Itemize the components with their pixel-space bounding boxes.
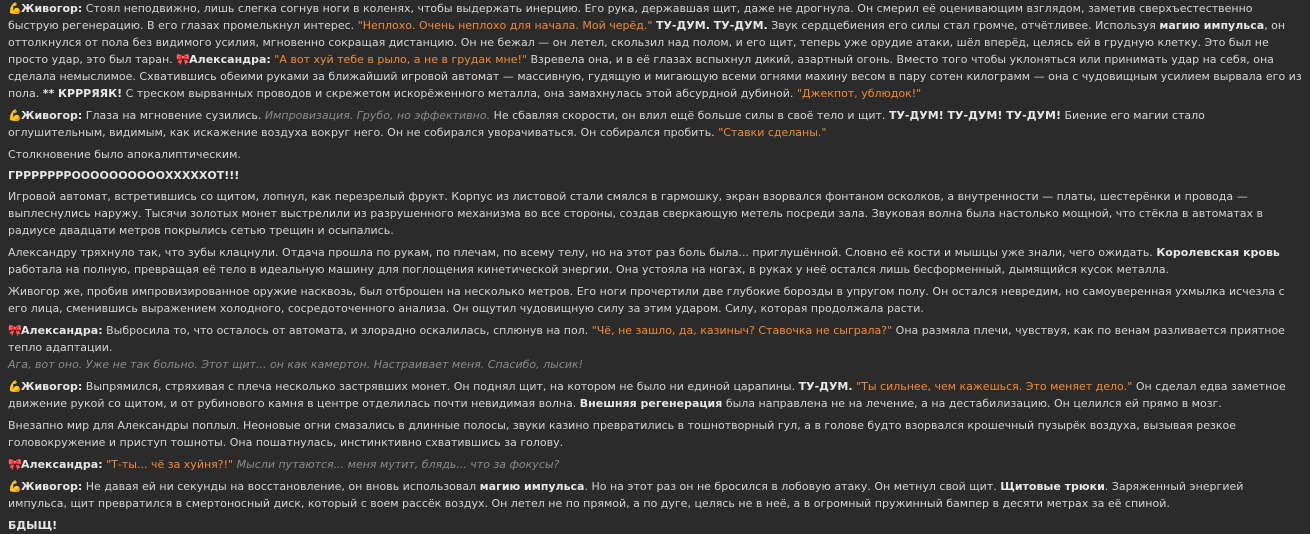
ability-name: Щитовые трюки	[1000, 480, 1105, 493]
ability-name: магию импульса	[1159, 19, 1265, 32]
narration: Звук сердцебиения его силы стал громче, отчётливее. Используя	[771, 19, 1156, 32]
narration: была направлена не на лечение, а на дестабилизацию. Он целился ей прямо в мозг.	[725, 397, 1222, 410]
narration: . Заряженный энергией импульса, щит превратился в смертоносный диск, который с воем рассёк воздух. Он летел не по прямой, а по дуге, целясь не в неё, а в огромный пружинный бампер в десяти метрах за её спиной.	[8, 480, 1244, 510]
narration: Выпрямился, стряхивая с плеча несколько застрявших монет. Он поднял щит, на котором не было ни единой царапины.	[85, 380, 796, 393]
message-zhivogor-1	[8, 0, 1302, 102]
dialogue-quote: "Т-ты... чё за хуйня?!"	[106, 458, 234, 471]
ability-name: Королевская кровь	[1156, 246, 1280, 259]
narration: Глаза на мгновение сузились.	[85, 109, 262, 122]
narration: Не давая ей ни секунды на восстановление, он вновь использовал	[85, 480, 477, 493]
message-alexandra-2	[8, 456, 1302, 473]
dialogue-quote: "Неплохо. Очень неплохо для начала. Мой черёд."	[357, 19, 653, 32]
narration-paragraph: Игровой автомат, встретившись со щитом, лопнул, как перезрелый фрукт. Корпус из листовой стали смялся в гармошку, экран взорвался фонтаном осколков, а внутренности — платы, шестерёнки и провода — выплеснулись наружу. Тысячи золотых монет выстрелили из разрушенного механизма во все стороны, создав сверкающую метель посреди зала. Звуковая волна была настолько мощной, что стёкла в автоматах в радиусе двадцати метров покрылись сетью трещин и осыпались.	[8, 190, 1264, 237]
ability-name: Внешняя регенерация	[579, 397, 723, 410]
sound-effect: ТУ-ДУМ! ТУ-ДУМ! ТУ-ДУМ!	[888, 109, 1061, 122]
speaker-name: Александра:	[21, 324, 103, 337]
speaker-name: Живогор:	[21, 2, 83, 15]
narration: , он оттолкнулся от пола без видимого усилия, мгновенно сокращая дистанцию. Он не бежал — он летел, скользил над полом, и его щит, теперь уже орудие атаки, шёл вперёд, целясь ей в грудную клетку. Это был не просто удар, это был таран.	[8, 19, 1286, 66]
narration: работала на полную, превращая её тело в идеальную машину для поглощения кинетической энергии. Она устояла на ногах, в руках у неё остался лишь бесформенный, дымящийся кусок металла.	[8, 263, 1170, 276]
dialogue-quote: "Чё, не зашло, да, казиныч? Ставочка не сыграла?"	[591, 324, 893, 337]
sound-effect-paragraph: БДЫЩ!	[8, 519, 58, 532]
sound-effect: ** КРРРЯЯК!	[42, 87, 123, 100]
speaker-name: Живогор:	[21, 480, 83, 493]
arm-emoji-icon: 💪	[8, 109, 22, 122]
arm-emoji-icon: 💪	[8, 2, 22, 15]
narration-paragraph: Внезапно мир для Александры поплыл. Неоновые огни смазались в длинные полосы, звуки казино превратились в тошнотворный гул, а в голове будто взорвался крошечный пузырёк воздуха, вызывая резкое головокружение и приступ тошноты. Она пошатнулась, инстинктивно схватившись за голову.	[8, 419, 1236, 449]
dialogue-quote: "А вот хуй тебе в рыло, а не в грудак мне!"	[274, 53, 527, 66]
narration: Он сделал едва заметное движение рукой со щитом, и от рубинового камня в центре отделилась почти невидимая волна.	[8, 380, 1286, 410]
dialogue-quote: "Джекпот, ублюдок!"	[796, 87, 922, 100]
dialogue-quote: "Ставки сделаны."	[718, 126, 827, 139]
narration: С треском вырванных проводов и скрежетом искорёженного металла, она замахнулась этой абсурдной дубиной.	[125, 87, 794, 100]
narration-paragraph: Столкновение было апокалиптическим.	[8, 148, 241, 161]
narration: Взревела она, и в её глазах вспыхнул дикий, азартный огонь. Вместо того чтобы уклоняться или принимать удар на себя, она сделала немыслимое. Схватившись обеими руками за ближайший игровой автомат — массивную, гудящую и мигающую всеми огнями махину весом в пару сотен килограмм — она с чудовищным усилием вырвала его из пола.	[8, 53, 1302, 100]
message-zhivogor-4	[8, 478, 1302, 512]
message-alexandra-1	[8, 322, 1302, 373]
message-zhivogor-2	[8, 107, 1302, 141]
speaker-name: Живогор:	[21, 380, 83, 393]
narration: Выбросила то, что осталось от автомата, и злорадно оскалилась, сплюнув на пол.	[106, 324, 589, 337]
narration: Не сбавляя скорости, он влил ещё больше силы в своё тело и щит.	[493, 109, 886, 122]
narration: . Но на этот раз он не бросился в лобовую атаку. Он метнул свой щит.	[584, 480, 997, 493]
narration-paragraph: Живогор же, пробив импровизированное оружие насквозь, был отброшен на несколько метров. Его ноги прочертили две глубокие борозды в упругом полу. Он остался невредим, но самоуверенная ухмылка исчезла с его лица, сменившись выражением холодного, сосредоточенного анализа. Он ощутил чудовищную силу за этим ударом. Силу, которая продолжала расти.	[8, 285, 1285, 315]
narration-paragraph	[8, 244, 1302, 278]
message-zhivogor-3	[8, 378, 1302, 412]
narration: Александру тряхнуло так, что зубы клацнули. Отдача прошла по рукам, по плечам, по всему телу, но на этот раз боль была... приглушённой. Словно её кости и мышцы уже знали, чего ожидать.	[8, 246, 1153, 259]
arm-emoji-icon: 💪	[8, 380, 22, 393]
sound-effect: ТУ-ДУМ.	[798, 380, 853, 393]
speaker-name: Живогор:	[21, 109, 83, 122]
arm-emoji-icon: 💪	[8, 480, 22, 493]
dialogue-quote: "Ты сильнее, чем кажешься. Это меняет дело."	[856, 380, 1133, 393]
bow-emoji-icon: 🎀	[8, 324, 22, 337]
bow-emoji-icon: 🎀	[176, 53, 190, 66]
speaker-name: Александра:	[189, 53, 271, 66]
inner-thought: Ага, вот оно. Уже не так больно. Этот щит... он как камертон. Настраивает меня. Спасибо, лысик!	[8, 358, 584, 371]
bow-emoji-icon: 🎀	[8, 458, 22, 471]
sound-effect: ТУ-ДУМ. ТУ-ДУМ.	[655, 19, 768, 32]
ability-name: магию импульса	[479, 480, 585, 493]
inner-thought: Импровизация. Грубо, но эффективно.	[264, 109, 491, 122]
narration: Биение его магии стало оглушительным, видимым, как искажение воздуха вокруг него. Он не собирался уворачиваться. Он собирался пробить.	[8, 109, 1205, 139]
sound-effect-paragraph: ГРРРРРРРООООООООООХХХХХОТ!!!	[8, 169, 240, 182]
inner-thought: Мысли путаются... меня мутит, блядь... что за фокусы?	[236, 458, 560, 471]
narration: Стоял неподвижно, лишь слегка согнув ноги в коленях, чтобы выдержать инерцию. Его рука, державшая щит, даже не дрогнула. Он смерил её оценивающим взглядом, заметив сверхъестественно быструю регенерацию. В его глазах промелькнул интерес.	[8, 2, 1253, 32]
narration: Она размяла плечи, чувствуя, как по венам разливается приятное тепло адаптации.	[8, 324, 1285, 354]
speaker-name: Александра:	[21, 458, 103, 471]
